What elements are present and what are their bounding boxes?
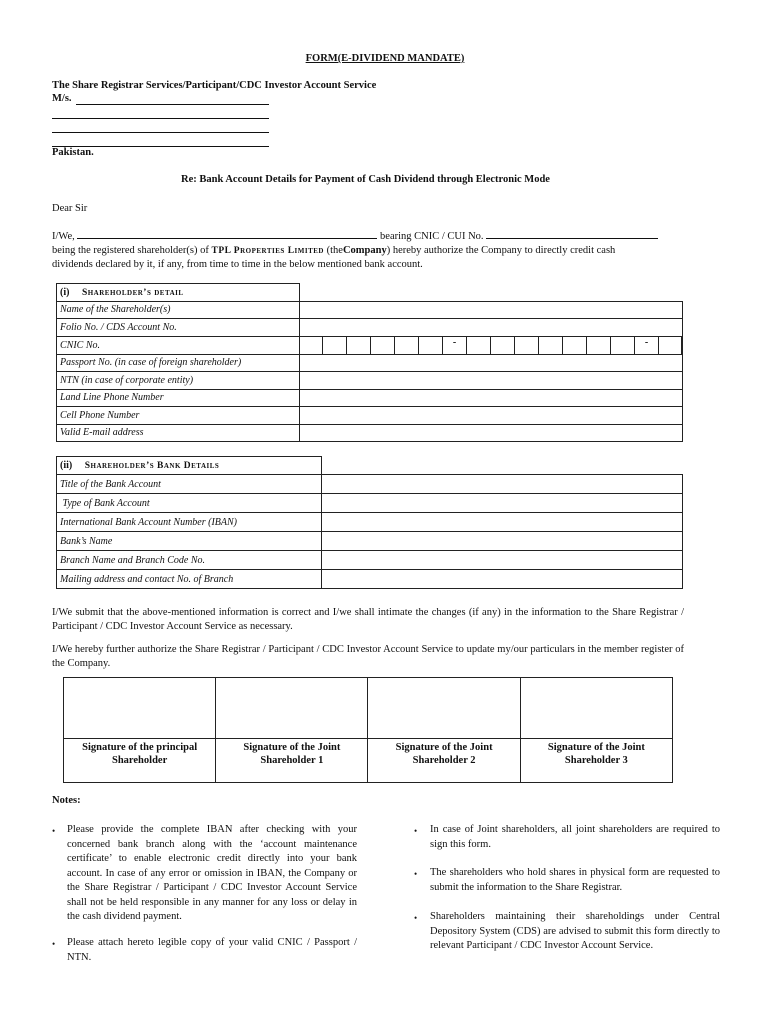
email-field[interactable] [300, 424, 683, 442]
row-label: Valid E-mail address [57, 424, 300, 442]
bullet-icon: • [52, 826, 56, 836]
note-right-3: Shareholders maintaining their shareholdings under Central Depository System (CDS) are advised to submit this form directly to relevant Participant / CDC Investor Account Service. [430, 911, 720, 951]
table-row [57, 389, 683, 407]
company-name: TPL Properties Limited [211, 245, 324, 256]
address-line-2[interactable] [52, 118, 269, 119]
cnic-digit-box[interactable] [658, 337, 682, 354]
cnic-dash: - [634, 337, 658, 354]
passport-field[interactable] [300, 354, 683, 372]
cnic-dash: - [442, 337, 466, 354]
cnic-digit-box[interactable] [586, 337, 610, 354]
salutation: Dear Sir [52, 203, 88, 214]
bullet-icon: • [414, 913, 418, 923]
row-label: Title of the Bank Account [57, 475, 322, 494]
table-row [57, 513, 683, 532]
signature-box-joint-1[interactable] [216, 678, 368, 739]
shareholder-name-blank[interactable] [77, 229, 377, 239]
signature-label: Signature of the Joint Shareholder 2 [368, 739, 520, 783]
section2-number: (ii) [60, 460, 73, 471]
section2-header [57, 457, 322, 475]
row-label: Type of Bank Account [57, 494, 322, 513]
intro-paragraph [52, 229, 684, 272]
cnic-field[interactable] [300, 336, 683, 354]
section2-heading: Shareholder’s Bank Details [84, 461, 220, 471]
table-row [57, 372, 683, 390]
row-label: Branch Name and Branch Code No. [57, 551, 322, 570]
shareholder-detail-table [56, 283, 683, 442]
row-label: Passport No. (in case of foreign shareholder) [57, 354, 300, 372]
signature-label: Signature of the principal Shareholder [64, 739, 216, 783]
signature-box-joint-3[interactable] [520, 678, 672, 739]
table-row [57, 475, 683, 494]
section1-header [57, 284, 300, 302]
bullet-icon: • [52, 939, 56, 949]
ntn-field[interactable] [300, 372, 683, 390]
subject: Re: Bank Account Details for Payment of Cash Dividend through Electronic Mode [181, 174, 550, 185]
cnic-digit-box[interactable] [562, 337, 586, 354]
cnic-digit-box[interactable] [610, 337, 634, 354]
table-row [57, 336, 683, 354]
address-line-1[interactable] [76, 104, 269, 105]
branch-address-field[interactable] [322, 570, 683, 589]
addressee: The Share Registrar Services/Participant/CDC Investor Account Service [52, 80, 377, 91]
account-type-field[interactable] [322, 494, 683, 513]
folio-field[interactable] [300, 319, 683, 337]
cnic-digit-box[interactable] [418, 337, 442, 354]
signature-box-joint-2[interactable] [368, 678, 520, 739]
signature-box-principal[interactable] [64, 678, 216, 739]
iban-field[interactable] [322, 513, 683, 532]
branch-field[interactable] [322, 551, 683, 570]
address-line-3[interactable] [52, 132, 269, 133]
row-label: Cell Phone Number [57, 407, 300, 425]
cnic-digit-box[interactable] [370, 337, 394, 354]
row-label: CNIC No. [57, 336, 300, 354]
section1-number: (i) [60, 286, 70, 298]
table-row [57, 494, 683, 513]
note-right-1: In case of Joint shareholders, all joint shareholders are required to sign this form. [430, 824, 720, 850]
signature-label: Signature of the Joint Shareholder 3 [520, 739, 672, 783]
cnic-digit-box[interactable] [394, 337, 418, 354]
cnic-digit-box[interactable] [466, 337, 490, 354]
row-label: Mailing address and contact No. of Branch [57, 570, 322, 589]
ms-label: M/s. [52, 93, 72, 104]
country: Pakistan. [52, 147, 94, 158]
declaration-1: I/We submit that the above-mentioned information is correct and I/we shall intimate the changes (if any) in the information to the Share Registrar / Participant / CDC Investor Account Service as necessary. [52, 607, 684, 632]
form-title: FORM(E-DIVIDEND MANDATE) [305, 53, 465, 64]
cnic-digit-box[interactable] [322, 337, 346, 354]
bullet-icon: • [414, 826, 418, 836]
table-row [57, 301, 683, 319]
intro-text-c: ) hereby authorize the Company to directly credit cash [386, 244, 616, 256]
account-title-field[interactable] [322, 475, 683, 494]
row-label: International Bank Account Number (IBAN) [57, 513, 322, 532]
bearing-label: bearing CNIC / CUI No. [380, 231, 484, 242]
table-row [57, 354, 683, 372]
intro-text-a: being the registered shareholder(s) of [52, 244, 209, 256]
table-row [57, 407, 683, 425]
cnic-digit-box[interactable] [490, 337, 514, 354]
bank-detail-table [56, 456, 683, 589]
bullet-icon: • [414, 869, 418, 879]
bank-name-field[interactable] [322, 532, 683, 551]
table-row [57, 570, 683, 589]
row-label: Land Line Phone Number [57, 389, 300, 407]
table-row [57, 532, 683, 551]
note-right-2: The shareholders who hold shares in physical form are requested to submit the information to the Share Registrar. [430, 867, 720, 893]
cellphone-field[interactable] [300, 407, 683, 425]
table-row [57, 319, 683, 337]
note-left-1: Please provide the complete IBAN after checking with your concerned bank branch along with the ‘account maintenance certificate’ to enable electronic credit directly into your bank account. In case of any error or omission in IBAN, the Company or the Share Registrar / Participant / CDC Investor Account Service shall not be held responsible in any manner for any loss or delay in the cash dividend payment. [67, 824, 357, 922]
landline-field[interactable] [300, 389, 683, 407]
iwe-label: I/We, [52, 231, 75, 242]
table-row [57, 551, 683, 570]
cnic-digit-box[interactable] [514, 337, 538, 354]
section1-heading: Shareholder’s detail [81, 287, 184, 298]
signature-label: Signature of the Joint Shareholder 1 [216, 739, 368, 783]
intro-text-line3: dividends declared by it, if any, from time to time in the below mentioned bank account. [52, 259, 423, 270]
cnic-digit-box[interactable] [538, 337, 562, 354]
shareholder-name-field[interactable] [300, 301, 683, 319]
company-word: Company [342, 244, 387, 256]
row-label: NTN (in case of corporate entity) [57, 372, 300, 390]
declaration-2: I/We hereby further authorize the Share Registrar / Participant / CDC Investor Account Service to update my/our particulars in the member register of the Company. [52, 644, 684, 669]
cnic-digit-box[interactable] [346, 337, 370, 354]
notes-title: Notes: [52, 795, 81, 806]
row-label: Folio No. / CDS Account No. [57, 319, 300, 337]
row-label: Name of the Shareholder(s) [57, 301, 300, 319]
table-row [57, 424, 683, 442]
intro-text-b: (the [326, 244, 343, 256]
note-left-2: Please attach hereto legible copy of your valid CNIC / Passport / NTN. [67, 937, 357, 963]
cnic-blank[interactable] [486, 229, 658, 239]
row-label: Bank’s Name [57, 532, 322, 551]
signature-table [63, 677, 673, 783]
